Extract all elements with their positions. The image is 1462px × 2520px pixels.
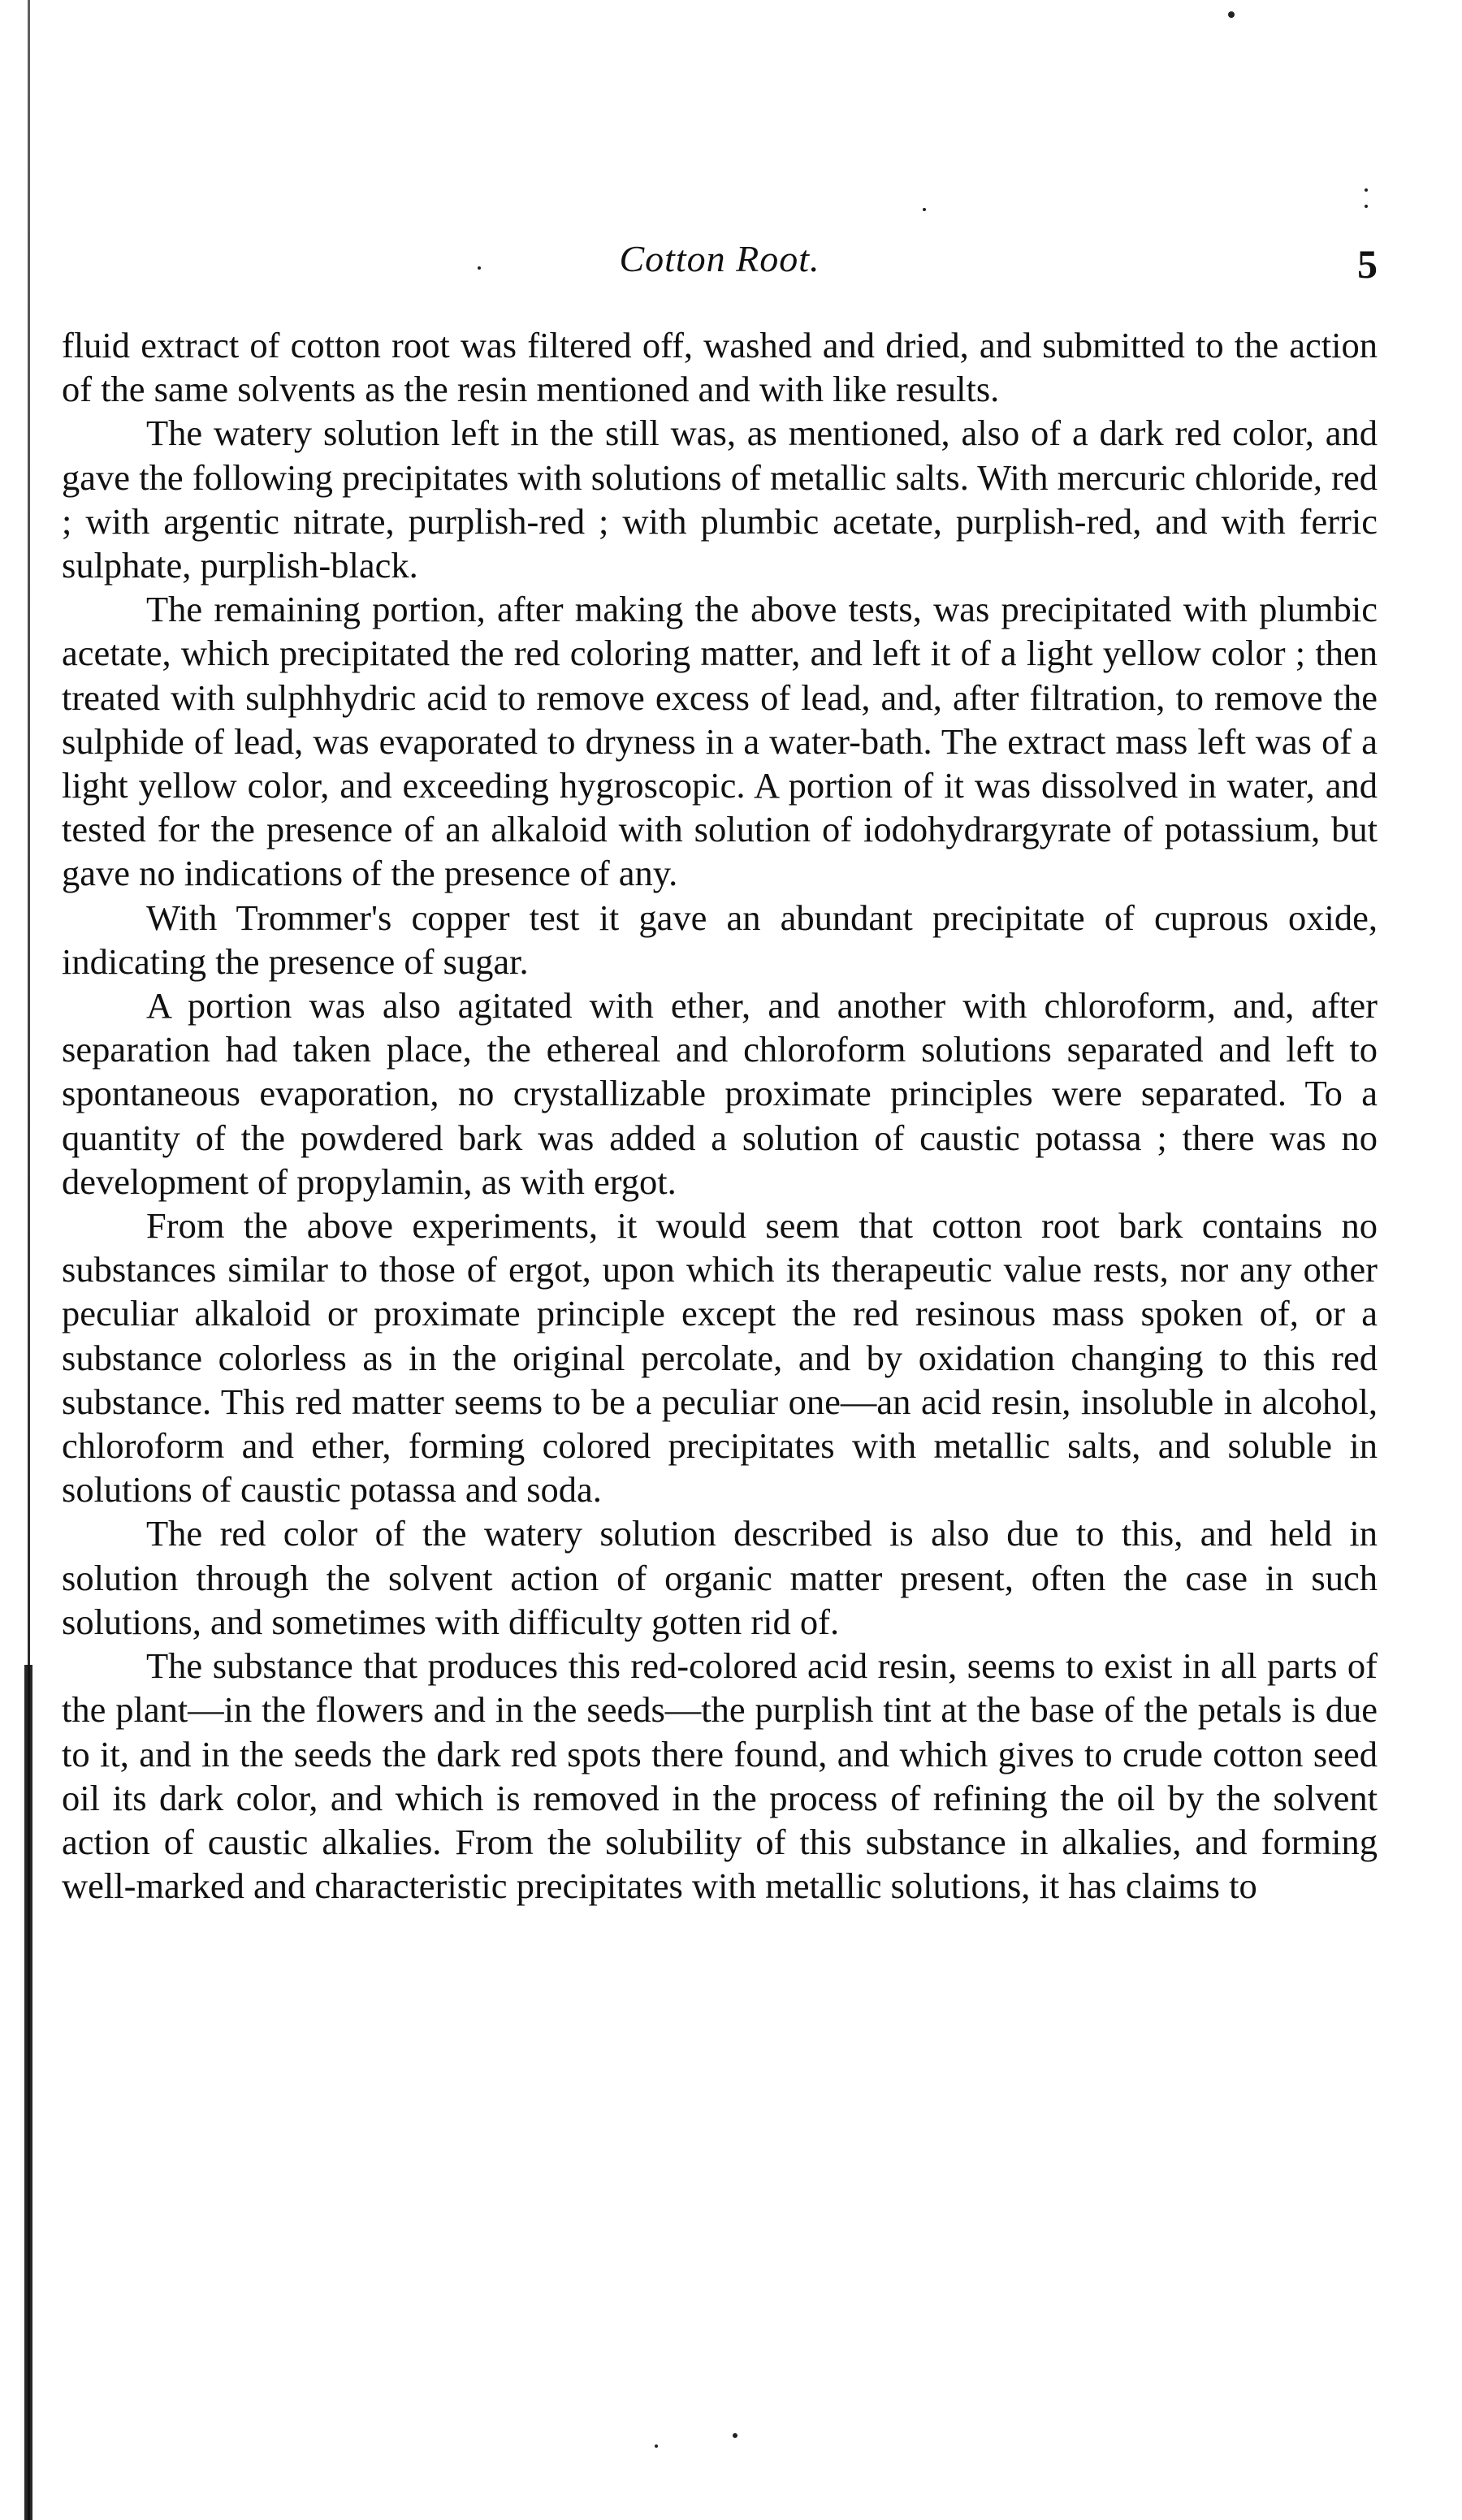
ink-speck [923, 208, 926, 211]
paragraph: The substance that produces this red-colored acid resin, seems to exist in all parts of the plant—in the flowers and in the seeds—the purplish tint at the base of the petals is due to it, and in the seeds the dark red spots there found, and which gives to crude cotton seed oil its dark color, and which is removed in the process of refining the oil by the solvent action of caustic alkalies. From the solubility of this substance in alkalies, and forming well-marked and characteristic precipitates with metallic solutions, it has claims to [62, 1645, 1378, 1907]
page-number: 5 [1357, 241, 1378, 287]
ink-speck [1228, 11, 1235, 18]
ink-speck [1365, 188, 1368, 192]
ink-speck [655, 2444, 658, 2448]
ink-speck [733, 2433, 737, 2438]
gutter-binding-edge [24, 1665, 32, 2520]
running-head [62, 237, 1378, 302]
paragraph: The red color of the watery solution described is also due to this, and held in solution through the solvent action of organic matter present, often the case in such solutions, and sometimes with difficulty gotten rid of. [62, 1513, 1378, 1642]
paragraph: The watery solution left in the still was, as mentioned, also of a dark red color, and gave the following precipitates with solutions of metallic salts. With mercuric chloride, red ; with argentic nitrate, purplish-red ; with plumbic acetate, purplish-red, and with ferric sulphate, purplish-black. [62, 413, 1378, 586]
paragraph: A portion was also agitated with ether, and another with chloroform, and, after separation had taken place, the ethereal and chloroform solutions separated and left to spontaneous evaporation, no crystallizable proximate principles were separated. To a quantity of the powdered bark was added a solution of caustic potassa ; there was no development of propylamin, as with ergot. [62, 985, 1378, 1202]
paragraph: With Trommer's copper test it gave an abundant precipitate of cuprous oxide, indicating the presence of sugar. [62, 897, 1378, 982]
page-title: Cotton Root. [619, 238, 820, 279]
paragraph: The remaining portion, after making the above tests, was precipitated with plumbic acetate, which precipitated the red coloring matter, and left it of a light yellow color ; then treated with sulphhydric acid to remove excess of lead, and, after filtration, to remove the sulphide of lead, was evaporated to dryness in a water-bath. The extract mass left was of a light yellow color, and exceeding hygroscopic. A portion of it was dissolved in water, and tested for the presence of an alkaloid with solution of iodohydrargyrate of potassium, but gave no indications of the presence of any. [62, 589, 1378, 894]
ink-speck [1365, 205, 1368, 208]
body-text [62, 323, 1378, 1908]
paragraph: From the above experiments, it would seem that cotton root bark contains no substances similar to those of ergot, upon which its therapeutic value rests, nor any other peculiar alkaloid or proximate principle except the red resinous mass spoken of, or a substance colorless as in the original percolate, and by oxidation changing to this red substance. This red matter seems to be a peculiar one—an acid resin, insoluble in alcohol, chloroform and ether, forming colored precipitates with metallic salts, and soluble in solutions of caustic potassa and soda. [62, 1205, 1378, 1511]
paragraph: fluid extract of cotton root was filtered off, washed and dried, and submitted to the action of the same solvents as the resin mentioned and with like results. [62, 325, 1378, 410]
